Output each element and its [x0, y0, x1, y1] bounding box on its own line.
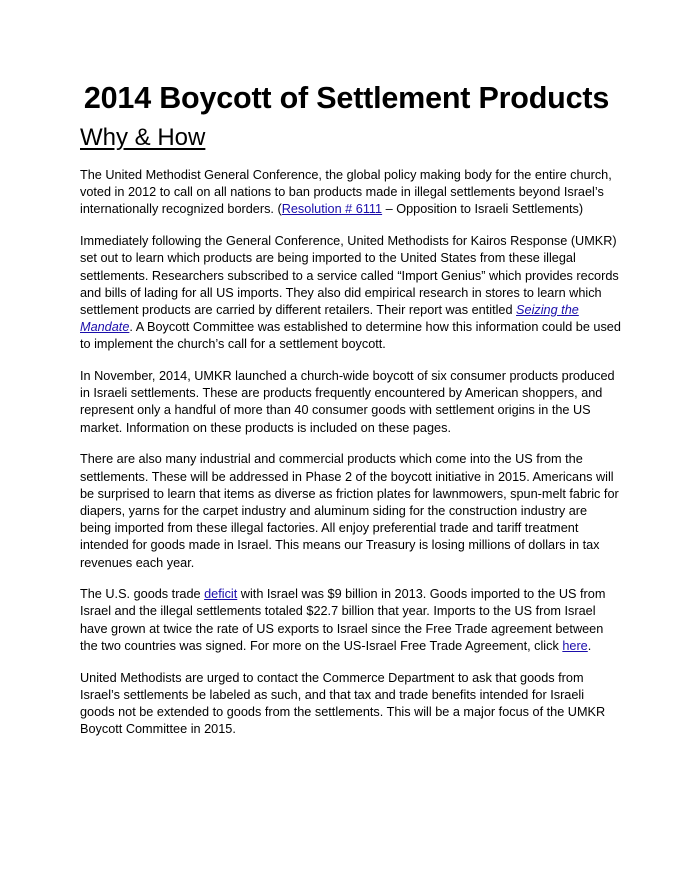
paragraph-text: with Israel was $9 billion in 2013. Goods imported to the US from Israel and the illegal settlements totaled $22.7 billion that year. Imports to the US from Israel have grown at twice the rate of US exports to Israel since the Free Trade agreement between the two countries was signed. For more on the US-Israel Free Trade Agreement, click [80, 587, 606, 653]
paragraph-commerce-department: United Methodists are urged to contact the Commerce Department to ask that goods from Israel’s settlements be labeled as such, and that tax and trade benefits intended for Israeli goods not be extended to goods from the settlements. This will be a major focus of the UMKR Boycott Committee in 2015. [80, 670, 606, 737]
paragraph-text: . [587, 638, 592, 653]
free-trade-here-link[interactable]: here [562, 638, 588, 653]
paragraph-text: The United Methodist General Conference, the global policy making body for the entire church, voted in 2012 to call on all nations to ban products made in illegal settlements beyond Israel’s internationally recognized borders. ( [80, 168, 612, 217]
paragraph-boycott-launch: In November, 2014, UMKR launched a church-wide boycott of six consumer products produced in Israeli settlements. These are products frequently encountered by American shoppers, and represent only a handful of more than 40 consumer goods with settlement origins in the US market. Information on these products is included on these pages. [80, 369, 615, 435]
resolution-link[interactable]: Resolution # 6111 [281, 202, 383, 217]
page-subtitle: Why & How [80, 124, 206, 151]
page-title: 2014 Boycott of Settlement Products [83, 81, 610, 115]
paragraph-text: The U.S. goods trade [80, 587, 205, 602]
paragraph-research [80, 233, 621, 353]
paragraph-trade-deficit [80, 586, 621, 655]
paragraph-text: . A Boycott Committee was established to determine how this information could be used to implement the church’s call for a settlement boycott. [80, 320, 621, 352]
paragraph-text: – Opposition to Israeli Settlements) [382, 202, 584, 217]
seizing-the-mandate-link[interactable]: Seizing the Mandate [80, 302, 579, 335]
deficit-link[interactable]: deficit [204, 587, 238, 602]
paragraph-industrial-products: There are also many industrial and commercial products which come into the US from the settlements. These will be addressed in Phase 2 of the boycott initiative in 2015. Americans will be surprised to learn that items as diverse as friction plates for lawnmowers, spun-melt fabric for diapers, yarns for the carpet industry and aluminum siding for the construction industry are being imported from these illegal factories. All enjoy preferential trade and tariff treatment intended for goods made in Israel. This means our Treasury is losing millions of dollars in tax revenues each year. [80, 452, 619, 570]
paragraph-text: Immediately following the General Conference, United Methodists for Kairos Response (UMKR) set out to learn which products are being imported to the United States from these illegal settlements. Researchers subscribed to a service called “Import Genius” which provides records and bills of lading for all US imports. They also did empirical research in stores to learn which settlement products are carried by different retailers. Their report was entitled [80, 234, 619, 317]
paragraph-resolution [80, 167, 621, 219]
